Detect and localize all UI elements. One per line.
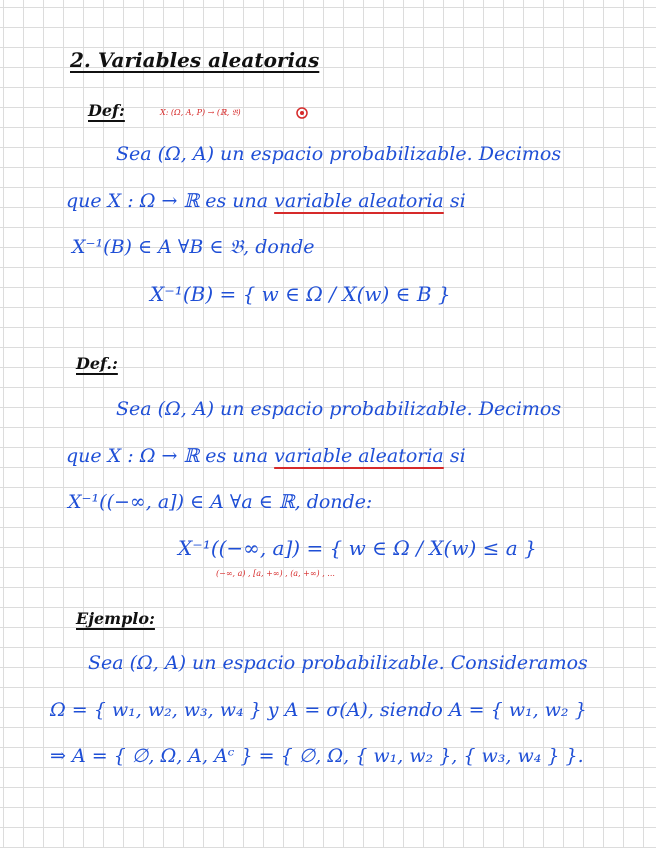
variable-aleatoria-term: variable aleatoria xyxy=(274,190,444,212)
definition-label-1: Def: xyxy=(88,101,125,120)
definition-2-line-2-start: que X : Ω → ℝ es una xyxy=(66,445,269,467)
example-line-1: Sea (Ω, A) un espacio probabilizable. Consideramos xyxy=(88,652,588,674)
example-label: Ejemplo: xyxy=(76,609,155,628)
section-title: 2. Variables aleatorias xyxy=(70,48,320,72)
definition-2-line-2-end: si xyxy=(449,445,466,467)
example-line-2: Ω = { w₁, w₂, w₃, w₄ } y A = σ(A), siendo A = { w₁, w₂ } xyxy=(50,699,587,721)
definition-2-formula: X⁻¹((−∞, a]) = { w ∈ Ω / X(w) ≤ a } xyxy=(178,536,537,560)
definition-1-line-1: Sea (Ω, A) un espacio probabilizable. Decimos xyxy=(116,143,562,165)
definition-1-formula: X⁻¹(B) = { w ∈ Ω / X(w) ∈ B } xyxy=(150,282,451,306)
definition-2-line-2 xyxy=(66,445,466,467)
definition-2-line-3: X⁻¹((−∞, a]) ∈ A ∀a ∈ ℝ, donde: xyxy=(68,491,373,513)
definition-1-line-2-end: si xyxy=(449,190,466,212)
definition-2-line-1: Sea (Ω, A) un espacio probabilizable. Decimos xyxy=(116,398,562,420)
variable-aleatoria-term-2: variable aleatoria xyxy=(274,445,444,467)
definition-1-line-2-start: que X : Ω → ℝ es una xyxy=(66,190,269,212)
definition-label-2: Def.: xyxy=(76,354,118,373)
definition-1-line-2 xyxy=(66,190,466,212)
red-circle-dot-icon xyxy=(295,106,309,120)
example-line-3: ⇒ A = { ∅, Ω, A, Aᶜ } = { ∅, Ω, { w₁, w₂ }, { w₃, w₄ } }. xyxy=(50,745,584,767)
definition-1-line-3: X⁻¹(B) ∈ A ∀B ∈ 𝔅, donde xyxy=(72,236,315,258)
definition-1-red-note: X: (Ω, A, P) → (ℝ, 𝔅) xyxy=(160,108,241,117)
definition-2-red-note: (−∞, a) , [a, +∞) , (a, +∞) , ... xyxy=(216,569,335,578)
